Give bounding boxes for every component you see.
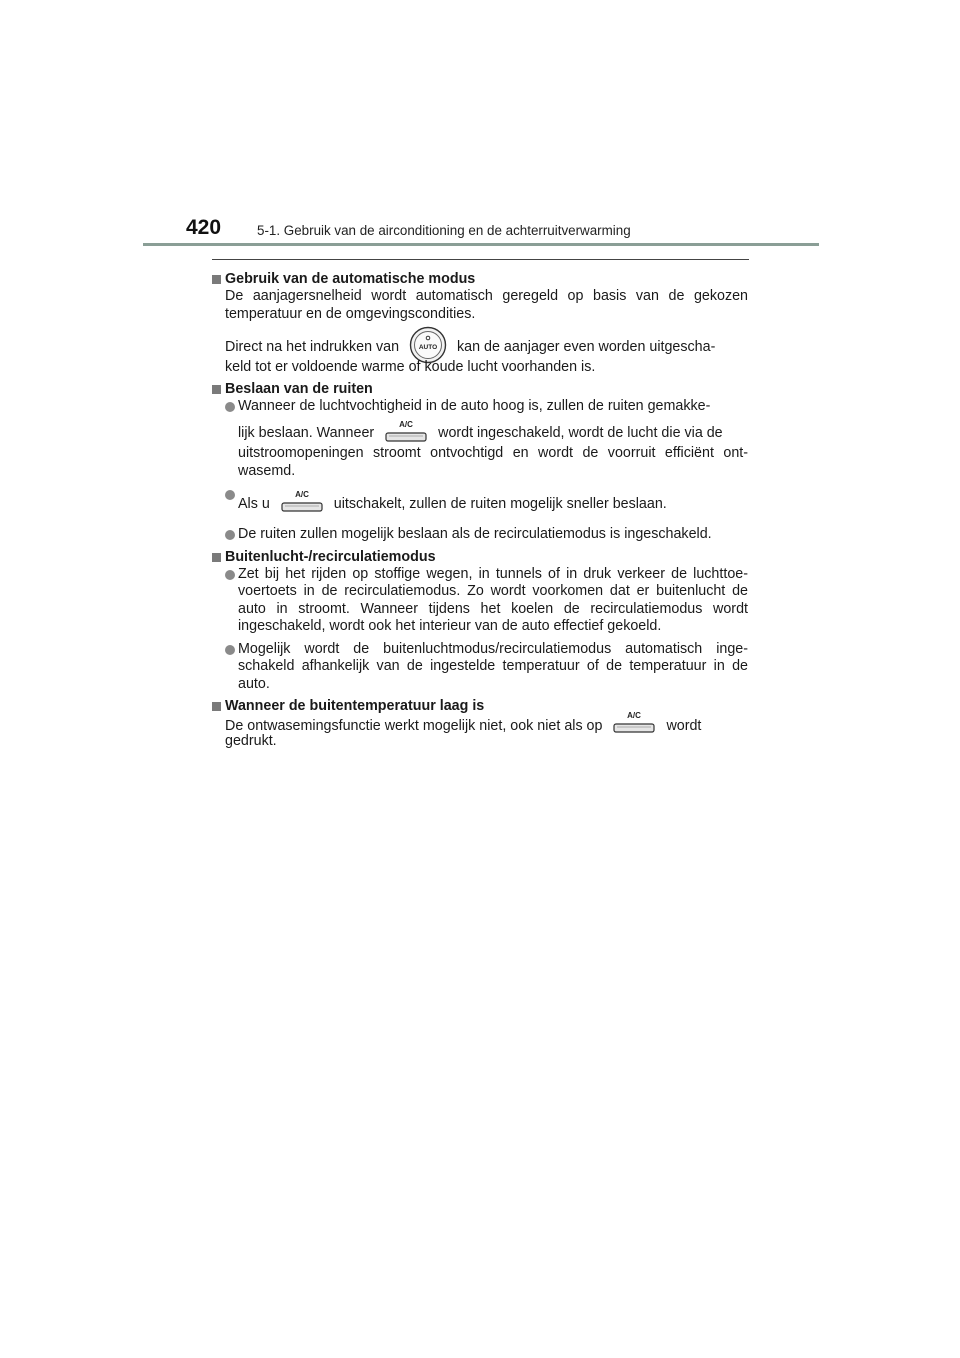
fogging-bullet-1-rest: uitstroomopeningen stroomt ontvochtigd en wordt de voorruit efficiënt ont-wasemd. (238, 445, 748, 479)
low-temp-paragraph (212, 710, 748, 737)
low-temp-text-2: wordt (666, 718, 702, 735)
auto-mode-paragraph: De aanjagersnelheid wordt automatisch geregeld op basis van de gekozen temperatuur en de omgevingscondities. (225, 288, 748, 322)
auto-mode-note-text-2: kan de aanjager even worden uitgescha- (457, 339, 716, 356)
fogging-b1-text-1: lijk beslaan. Wanneer (238, 425, 375, 442)
fogging-b1-text-2: wordt ingeschakeld, wordt de lucht die via de (438, 425, 723, 442)
fogging-b2-text-1: Als u (238, 496, 270, 513)
ac-button-icon (280, 488, 324, 514)
page-number: 420 (186, 216, 222, 239)
auto-mode-note-text-1: Direct na het indrukken van (225, 339, 400, 356)
header-divider (143, 243, 819, 246)
section-heading-fogging: Beslaan van de ruiten (212, 381, 748, 398)
recirc-bullet-1: Zet bij het rijden op stoffige wegen, in tunnels of in druk verkeer de luchttoe-voertoets in de recirculatiemodus. Zo wordt voorkomen dat er buitenlucht de auto in stroomt. Wanneer tijdens het koelen de recirculatiemodus wordt ingeschakeld, wordt ook het interieur van de auto effectief gekoeld. (212, 566, 748, 636)
low-temp-text-1: De ontwasemingsfunctie werkt mogelijk niet, ook niet als op (225, 718, 603, 735)
ac-button-label: A/C (294, 490, 309, 500)
section-heading-low-temp: Wanneer de buitentemperatuur laag is (212, 698, 748, 715)
chapter-title: 5-1. Gebruik van de airconditioning en de achterruitverwarming (257, 223, 631, 238)
ac-button-label: A/C (399, 419, 414, 429)
ac-button-label: A/C (627, 710, 642, 720)
fogging-bullet-2 (212, 486, 748, 522)
section-heading-recirc: Buitenlucht-/recirculatiemodus (212, 549, 748, 566)
fogging-bullet-1-line1: Wanneer de luchtvochtigheid in de auto hoog is, zullen de ruiten gemakke- (212, 398, 748, 415)
content-divider (212, 259, 749, 260)
auto-mode-note-line2: keld tot er voldoende warme of koude lucht voorhanden is. (225, 359, 596, 376)
auto-button-label: AUTO (418, 344, 438, 352)
page-content (212, 271, 748, 751)
fogging-bullet-3: De ruiten zullen mogelijk beslaan als de recirculatiemodus is ingeschakeld. (212, 526, 748, 543)
fogging-b2-text-2: uitschakelt, zullen de ruiten mogelijk sneller beslaan. (333, 496, 667, 513)
recirc-bullet-2: Mogelijk wordt de buitenluchtmodus/recirculatiemodus automatisch inge-schakeld afhankelijk van de ingestelde temperatuur of de temperatuur in de auto. (212, 641, 748, 693)
low-temp-paragraph-line2: gedrukt. (225, 733, 277, 750)
ac-button-icon (384, 418, 428, 444)
section-heading-auto-mode: Gebruik van de automatische modus (212, 271, 748, 288)
